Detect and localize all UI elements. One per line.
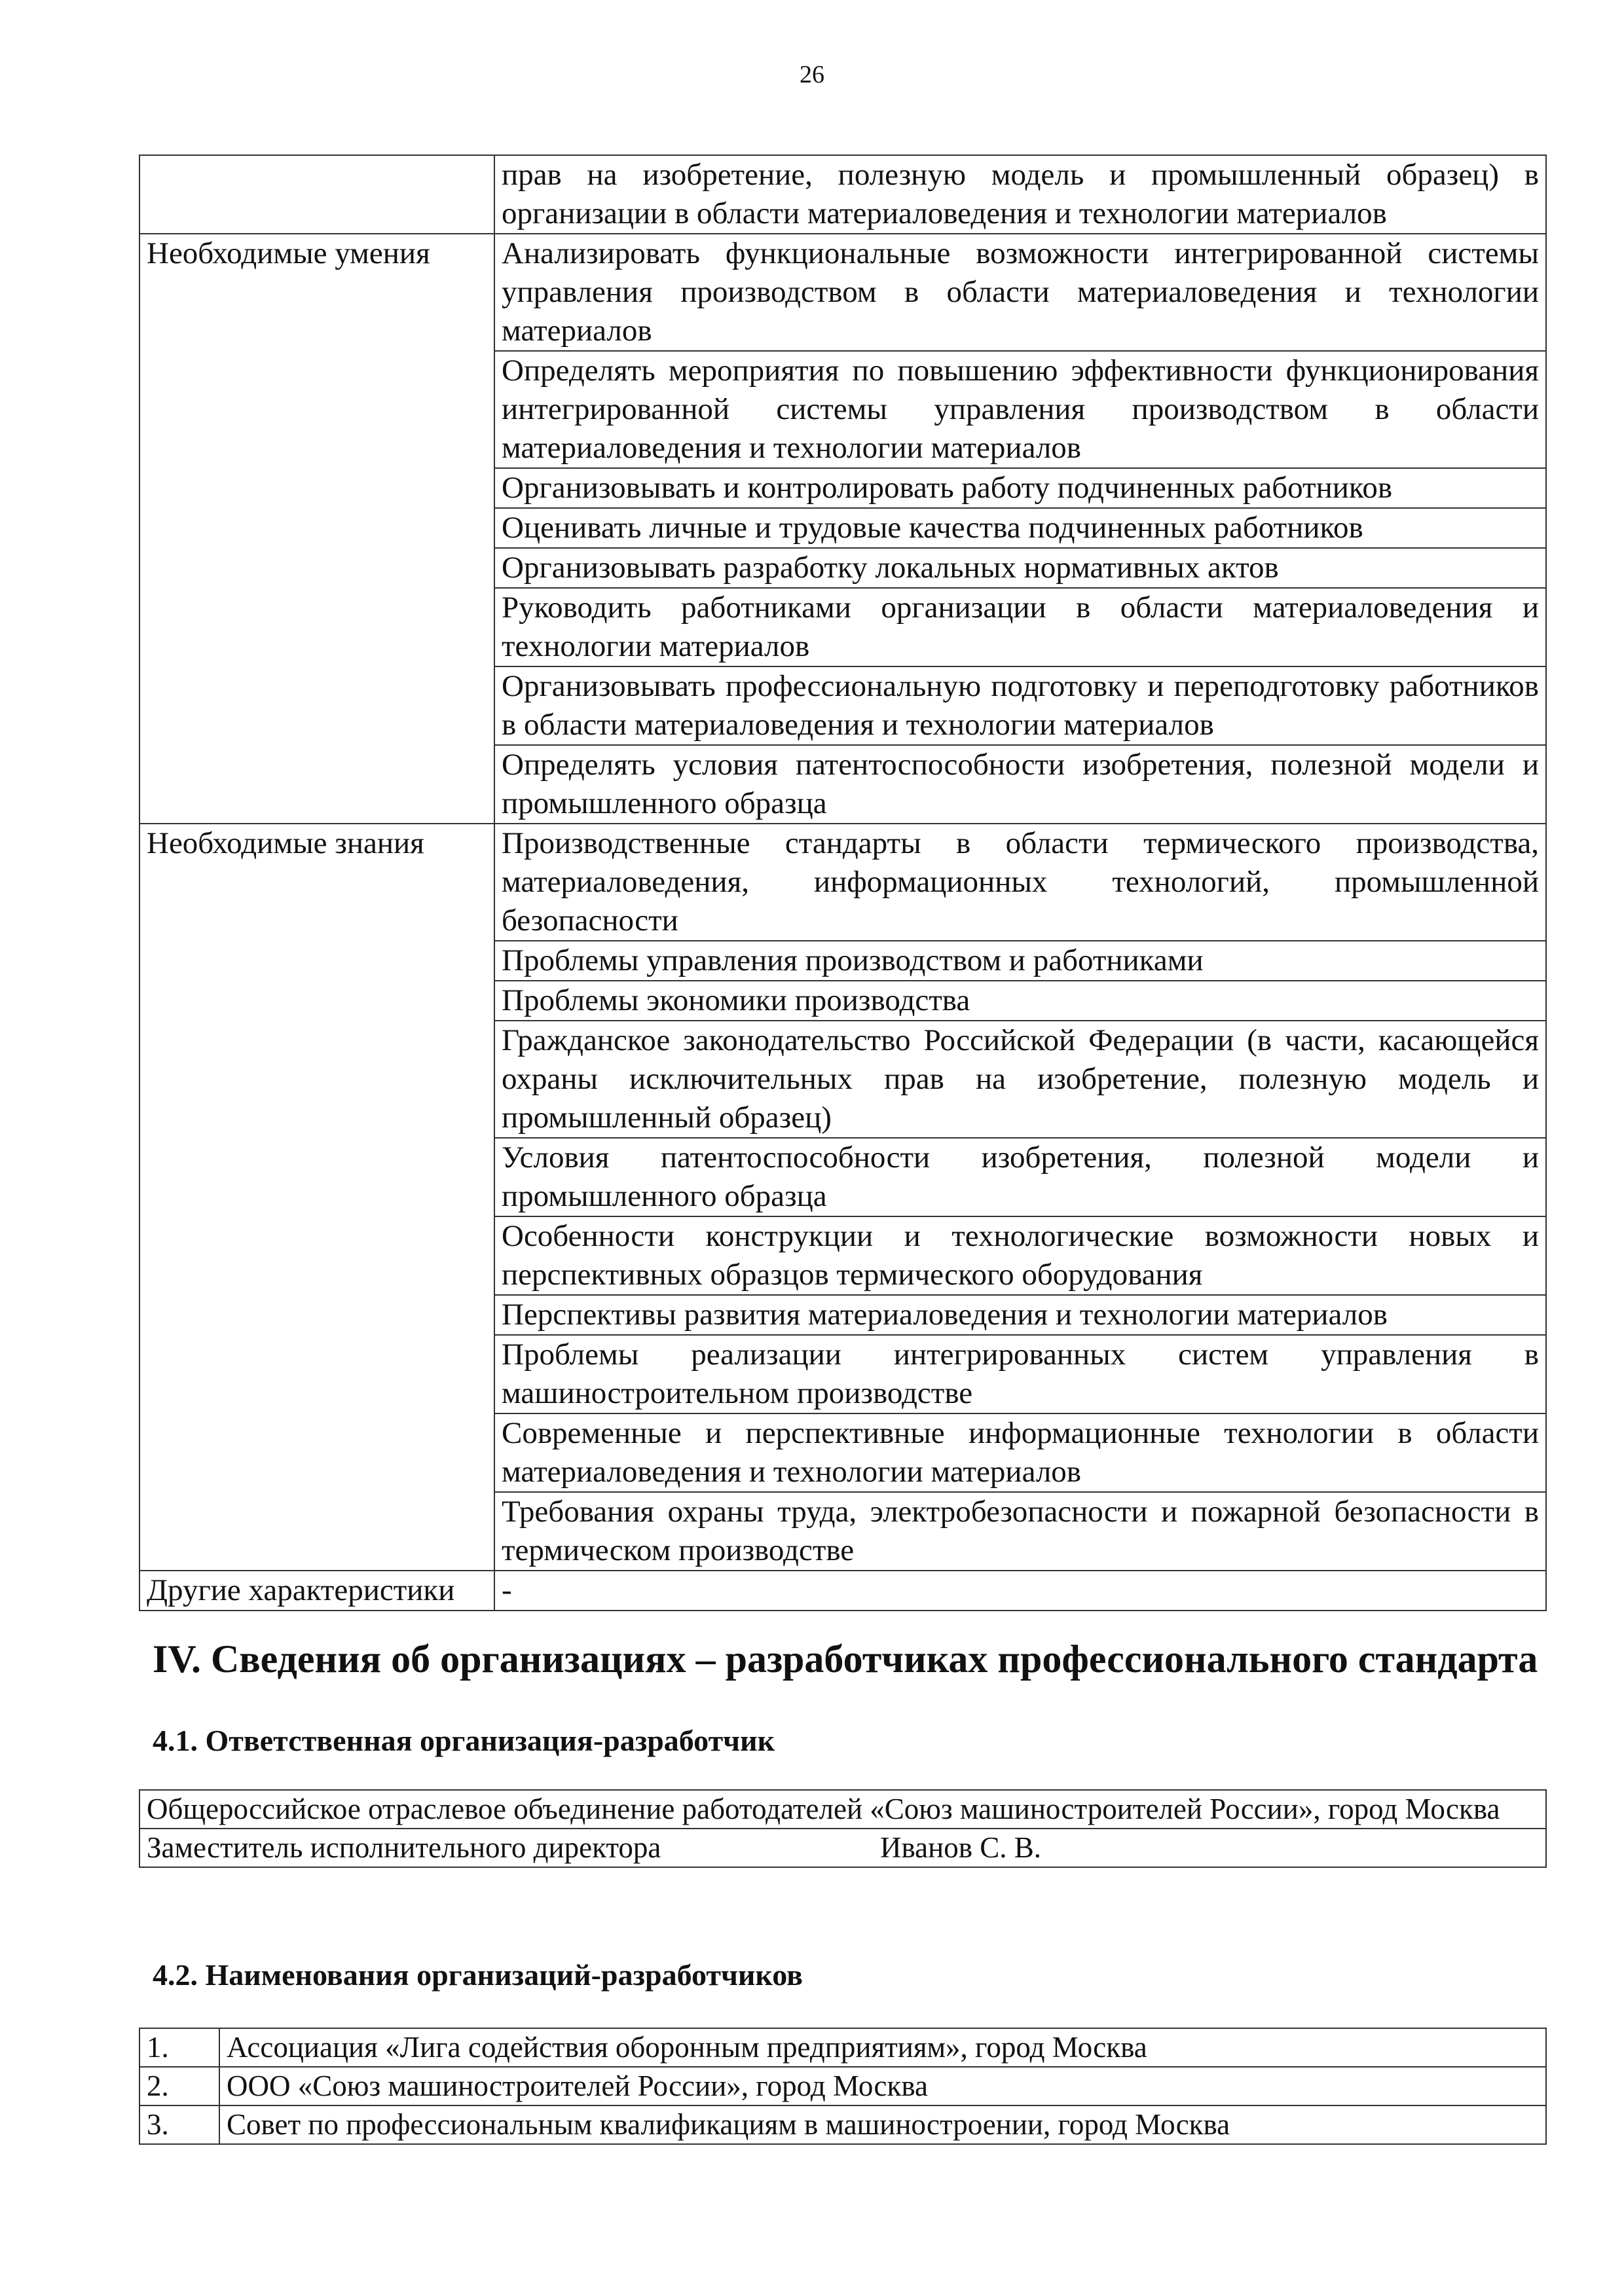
knowledge-item: Проблемы управления производством и работниками (494, 941, 1546, 981)
empty-label-cell (139, 155, 494, 234)
table-row (139, 1571, 1546, 1611)
knowledge-item: Требования охраны труда, электробезопасности и пожарной безопасности в термическом производстве (494, 1492, 1546, 1571)
table-row (139, 824, 1546, 941)
skill-item: Анализировать функциональные возможности интегрированной системы управления производством в области материаловедения и технологии материалов (494, 234, 1546, 351)
skill-item: Определять условия патентоспособности изобретения, полезной модели и промышленного образца (494, 745, 1546, 824)
org-name-cell: Общероссийское отраслевое объединение работодателей «Союз машиностроителей России», город Москва (139, 1790, 1546, 1829)
org-name: Ассоциация «Лига содействия оборонным предприятиям», город Москва (219, 2028, 1546, 2067)
signatory-cell (139, 1829, 1546, 1867)
responsible-org-heading: 4.1. Ответственная организация-разработчик (153, 1724, 775, 1757)
developer-orgs-table (139, 2028, 1547, 2145)
competency-table (139, 155, 1547, 1611)
skill-item: Организовывать профессиональную подготовку и переподготовку работников в области материаловедения и технологии материалов (494, 666, 1546, 745)
table-row (139, 1790, 1546, 1829)
other-label: Другие характеристики (139, 1571, 494, 1611)
org-number: 3. (139, 2105, 219, 2144)
table-row (139, 1829, 1546, 1867)
knowledge-item: Особенности конструкции и технологические возможности новых и перспективных образцов термического оборудования (494, 1216, 1546, 1295)
knowledge-item: Перспективы развития материаловедения и технологии материалов (494, 1295, 1546, 1335)
table-row (139, 234, 1546, 351)
org-number: 1. (139, 2028, 219, 2067)
skill-item: Организовывать разработку локальных нормативных актов (494, 548, 1546, 588)
table-row (139, 155, 1546, 234)
position-title: Заместитель исполнительного директора (147, 1831, 661, 1864)
skill-item: Организовывать и контролировать работу подчиненных работников (494, 468, 1546, 508)
org-name: Совет по профессиональным квалификациям в машиностроении, город Москва (219, 2105, 1546, 2144)
knowledge-item: Проблемы экономики производства (494, 981, 1546, 1021)
knowledge-item: Гражданское законодательство Российской Федерации (в части, касающейся охраны исключительных прав на изобретение, полезную модель и промышленный образец) (494, 1021, 1546, 1138)
skill-item: Руководить работниками организации в области материаловедения и технологии материалов (494, 588, 1546, 666)
skill-item: Определять мероприятия по повышению эффективности функционирования интегрированной системы управления производством в области материаловедения и технологии материалов (494, 351, 1546, 468)
developer-orgs-heading: 4.2. Наименования организаций-разработчиков (153, 1958, 803, 1992)
org-name: ООО «Союз машиностроителей России», город Москва (219, 2067, 1546, 2105)
skill-item: Оценивать личные и трудовые качества подчиненных работников (494, 508, 1546, 548)
skills-label: Необходимые умения (139, 234, 494, 824)
knowledge-item: Проблемы реализации интегрированных систем управления в машиностроительном производстве (494, 1335, 1546, 1413)
knowledge-item: Производственные стандарты в области термического производства, материаловедения, информационных технологий, промышленной безопасности (494, 824, 1546, 941)
continuation-cell: прав на изобретение, полезную модель и промышленный образец) в организации в области материаловедения и технологии материалов (494, 155, 1546, 234)
knowledge-label: Необходимые знания (139, 824, 494, 1571)
other-value: - (494, 1571, 1546, 1611)
org-number: 2. (139, 2067, 219, 2105)
responsible-org-table (139, 1789, 1547, 1868)
table-row (139, 2028, 1546, 2067)
table-row (139, 2067, 1546, 2105)
page-number: 26 (800, 61, 824, 88)
person-name: Иванов С. В. (880, 1831, 1041, 1864)
knowledge-item: Условия патентоспособности изобретения, полезной модели и промышленного образца (494, 1138, 1546, 1216)
table-row (139, 2105, 1546, 2144)
knowledge-item: Современные и перспективные информационные технологии в области материаловедения и технологии материалов (494, 1413, 1546, 1492)
section-heading: IV. Сведения об организациях – разработчиках профессионального стандарта (153, 1637, 1538, 1681)
